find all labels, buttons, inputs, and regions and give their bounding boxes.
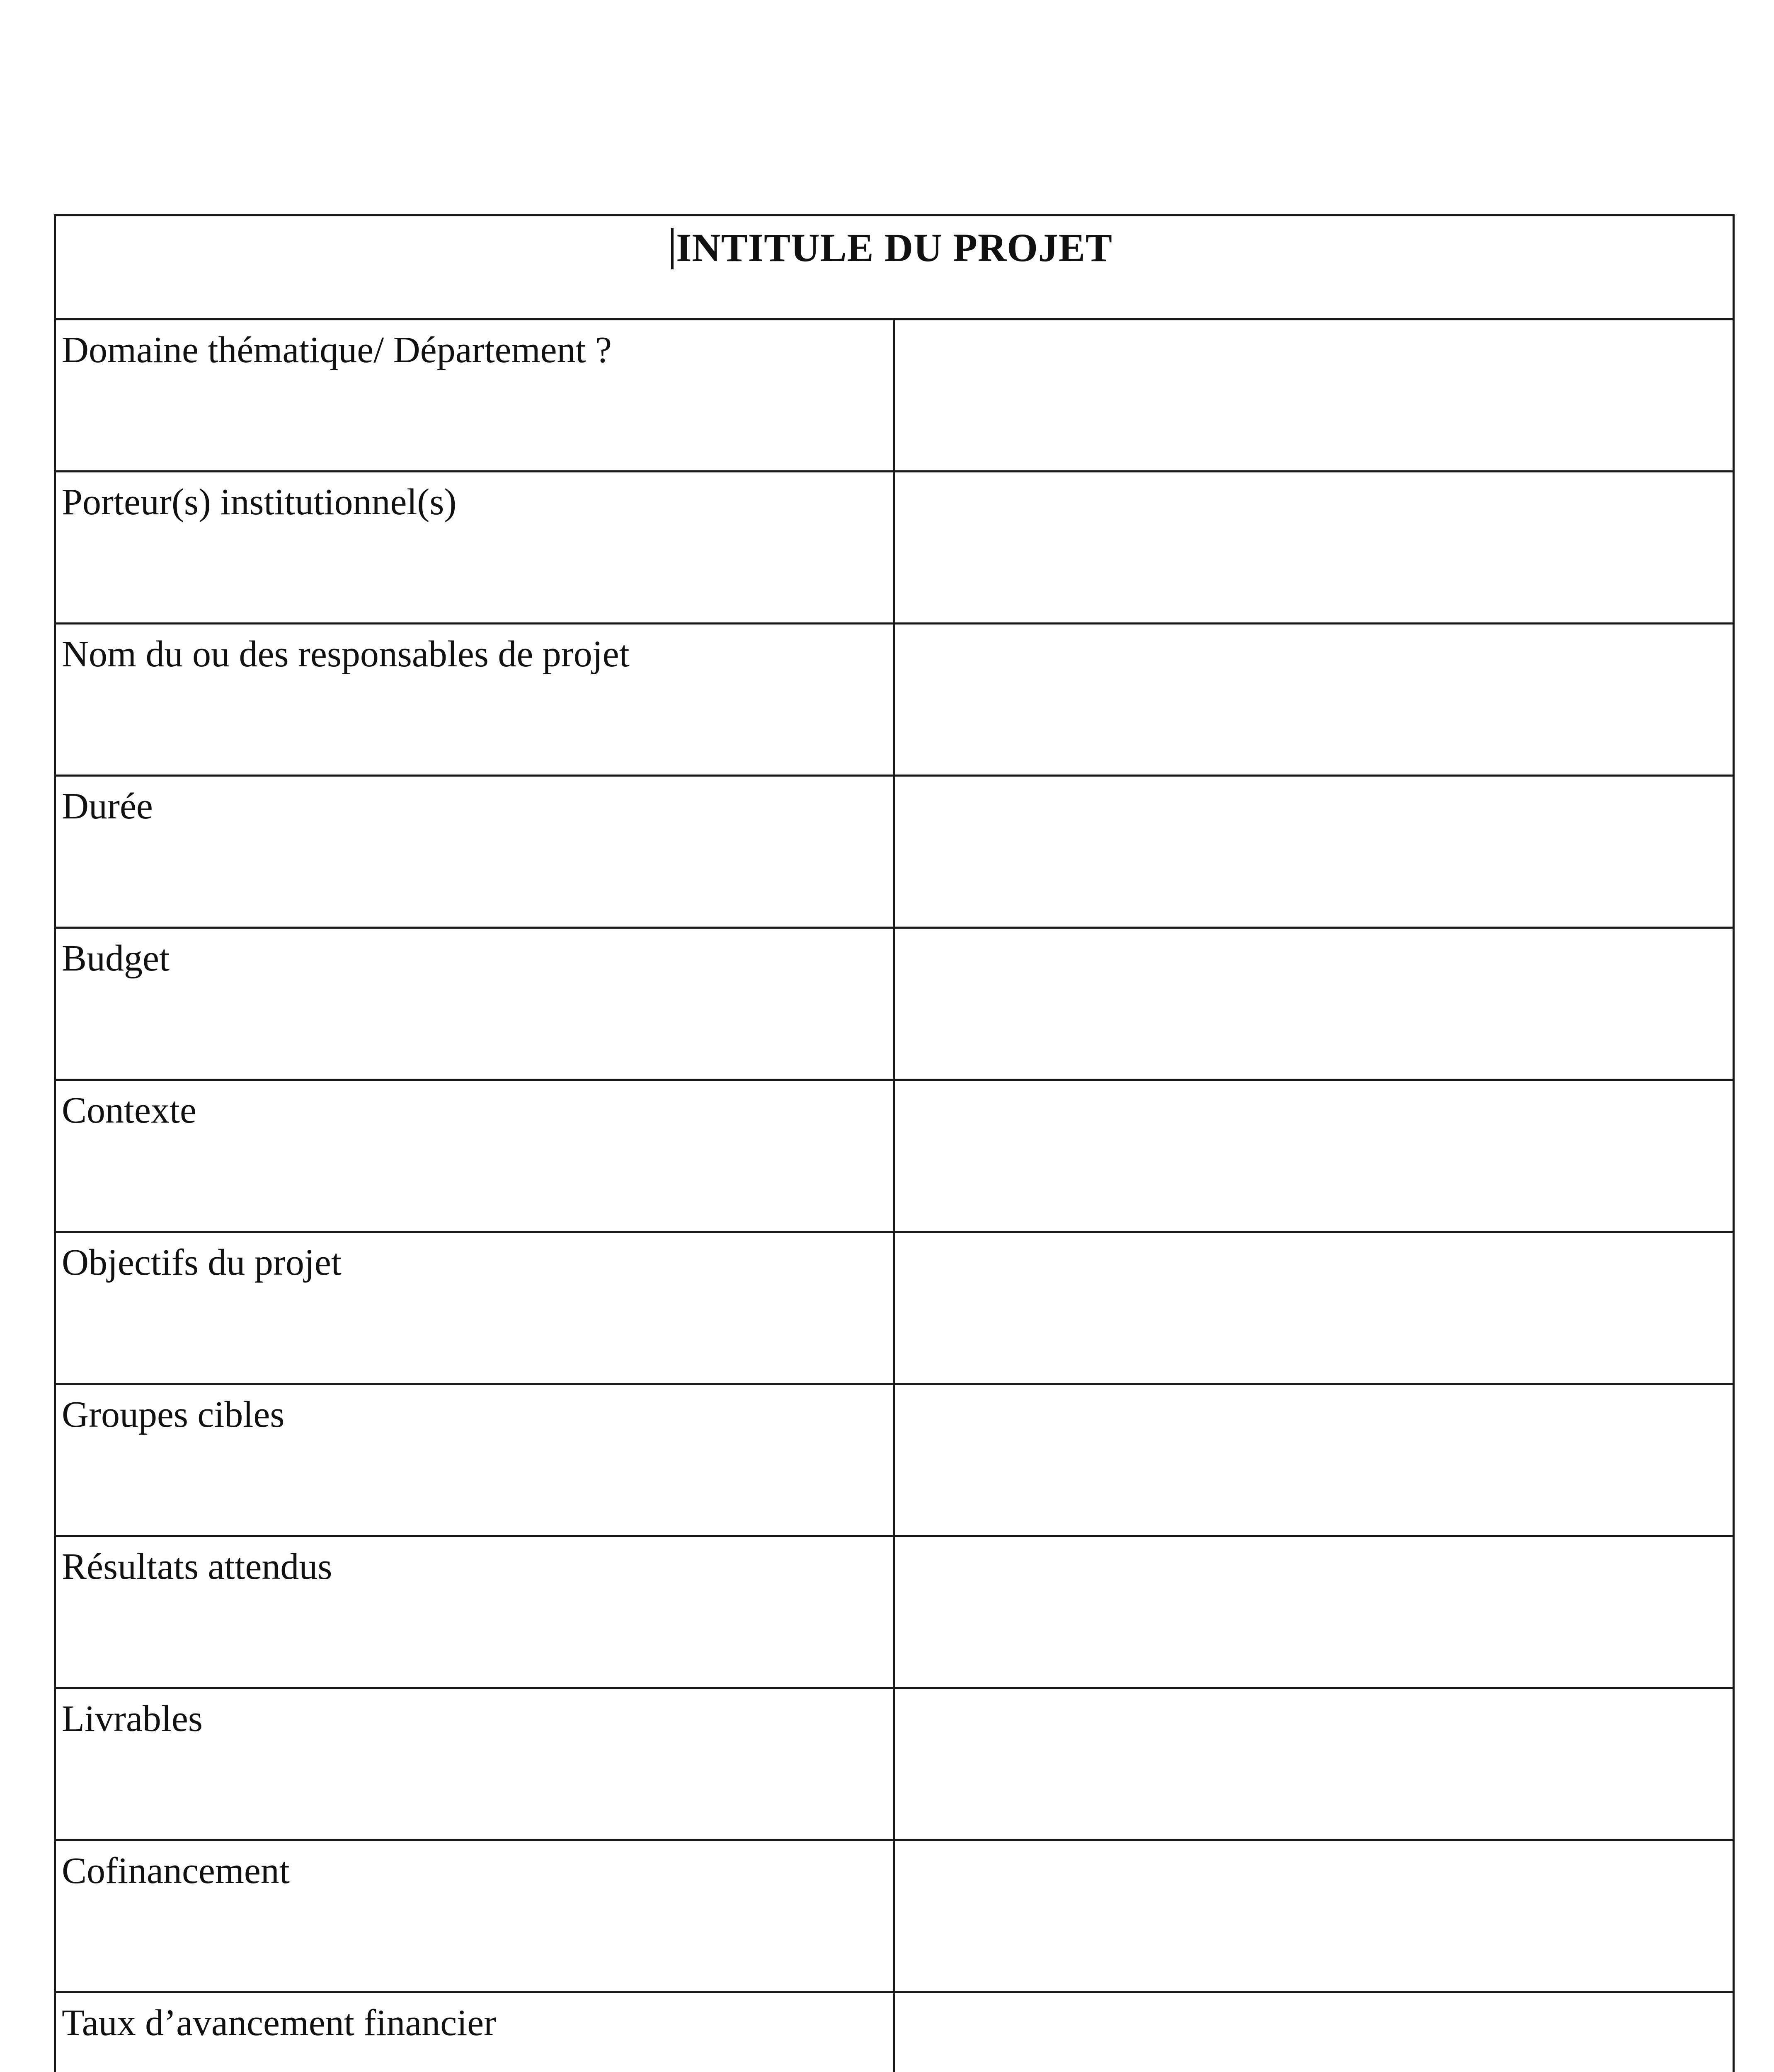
label-cell	[55, 1232, 894, 1384]
row-label-cofinancement: Cofinancement	[62, 1850, 290, 1891]
value-cell-groupes-cibles[interactable]	[894, 1384, 1734, 1536]
value-cell-domaine[interactable]	[894, 320, 1734, 472]
label-cell	[55, 1840, 894, 1992]
table-row	[55, 472, 1734, 624]
table-row	[55, 320, 1734, 472]
label-cell	[55, 472, 894, 624]
label-cell	[55, 1080, 894, 1232]
value-cell-responsables[interactable]	[894, 624, 1734, 776]
project-form-table	[54, 214, 1735, 2072]
table-row	[55, 1232, 1734, 1384]
row-label-avancement-financier: Taux d’avancement financier	[62, 2002, 497, 2043]
text-cursor	[671, 228, 674, 269]
table-row	[55, 1080, 1734, 1232]
row-label-domaine: Domaine thématique/ Département ?	[62, 329, 612, 370]
value-cell-avancement-financier[interactable]	[894, 1992, 1734, 2072]
row-label-contexte: Contexte	[62, 1090, 196, 1131]
table-row	[55, 1840, 1734, 1992]
value-cell-contexte[interactable]	[894, 1080, 1734, 1232]
label-cell	[55, 928, 894, 1080]
row-label-livrables: Livrables	[62, 1698, 203, 1739]
label-cell	[55, 1536, 894, 1688]
title-row	[55, 215, 1734, 320]
table-row	[55, 1688, 1734, 1840]
label-cell	[55, 1992, 894, 2072]
title-cell[interactable]	[55, 215, 1734, 320]
label-cell	[55, 776, 894, 928]
value-cell-livrables[interactable]	[894, 1688, 1734, 1840]
table-row	[55, 776, 1734, 928]
label-cell	[55, 1384, 894, 1536]
row-label-porteur: Porteur(s) institutionnel(s)	[62, 482, 457, 523]
label-cell	[55, 624, 894, 776]
value-cell-porteur[interactable]	[894, 472, 1734, 624]
label-cell	[55, 320, 894, 472]
value-cell-objectifs[interactable]	[894, 1232, 1734, 1384]
row-label-duree: Durée	[62, 786, 153, 827]
value-cell-budget[interactable]	[894, 928, 1734, 1080]
row-label-budget: Budget	[62, 938, 170, 979]
row-label-resultats: Résultats attendus	[62, 1546, 332, 1587]
title-text-wrapper	[676, 225, 1112, 271]
table-row	[55, 1384, 1734, 1536]
table-row	[55, 1536, 1734, 1688]
value-cell-duree[interactable]	[894, 776, 1734, 928]
label-cell	[55, 1688, 894, 1840]
table-row	[55, 928, 1734, 1080]
row-label-groupes-cibles: Groupes cibles	[62, 1394, 285, 1435]
value-cell-resultats[interactable]	[894, 1536, 1734, 1688]
row-label-responsables: Nom du ou des responsables de projet	[62, 634, 630, 675]
value-cell-cofinancement[interactable]	[894, 1840, 1734, 1992]
row-label-objectifs: Objectifs du projet	[62, 1242, 342, 1283]
project-title: INTITULE DU PROJET	[676, 225, 1112, 270]
table-row	[55, 1992, 1734, 2072]
table-row	[55, 624, 1734, 776]
